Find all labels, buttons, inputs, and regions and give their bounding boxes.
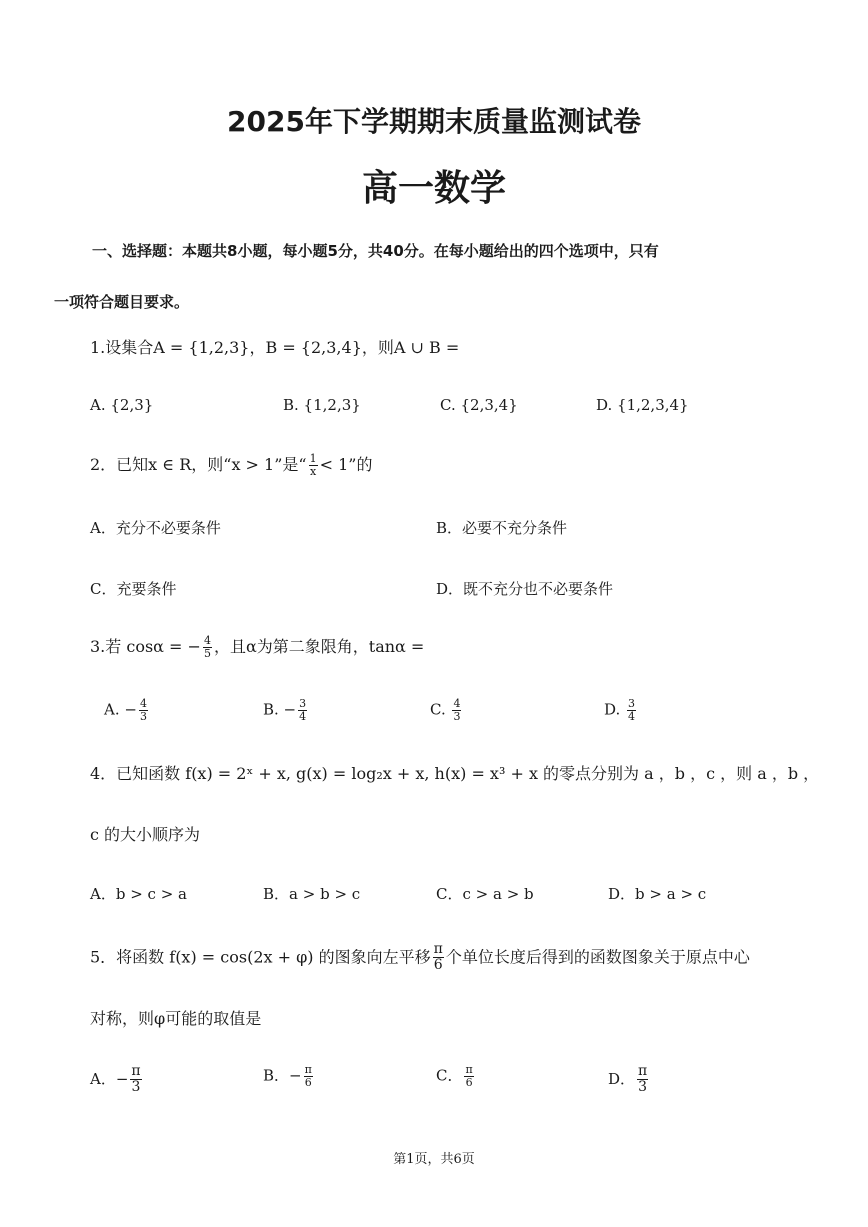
question-1-option-b: B. {1,2,3}: [283, 396, 361, 414]
exam-title: 2025年下学期期末质量监测试卷: [227, 105, 641, 138]
fraction-denominator: 6: [304, 1076, 312, 1090]
fraction-denominator: 3: [638, 1079, 648, 1096]
section-heading-line2: 一项符合题目要求。: [54, 293, 190, 311]
question-5-stem-part-b: 个单位长度后得到的函数图象关于原点中心: [445, 947, 750, 967]
subject-title: 高一数学: [361, 168, 506, 209]
question-3-stem-part-b: ，且α为第二象限角，tanα =: [213, 637, 425, 656]
option-fraction: [452, 698, 461, 723]
question-5-stem-line2: 对称，则φ可能的取值是: [90, 1009, 262, 1028]
question-1-option-c: C. {2,3,4}: [440, 396, 518, 414]
question-3-stem: [90, 634, 424, 660]
fraction-numerator: π: [638, 1063, 648, 1079]
option-fraction: [139, 698, 148, 723]
question-3-stem-part-a: 3.若 cosα = −: [90, 637, 201, 656]
section-heading-line1: 一、选择题：本题共8小题，每小题5分，共40分。在每小题给出的四个选项中，只有: [92, 242, 659, 260]
option-label: C.: [430, 700, 451, 719]
option-fraction: [130, 1064, 141, 1096]
question-3-option-b: [263, 698, 309, 723]
fraction-denominator: 3: [131, 1079, 141, 1096]
page-footer: 第1页，共6页: [393, 1152, 475, 1167]
question-1-option-d: D. {1,2,3,4}: [596, 396, 689, 414]
question-2-fraction: [309, 453, 318, 478]
option-fraction: [637, 1064, 648, 1096]
question-2-option-a: A．充分不必要条件: [90, 519, 221, 537]
option-label: B．−: [263, 1066, 302, 1085]
fraction-denominator: 4: [628, 710, 636, 724]
question-4-option-c: C．c > a > b: [436, 885, 534, 903]
option-label: A．−: [90, 1069, 129, 1088]
question-4-option-b: B．a > b > c: [263, 885, 361, 903]
fraction-denominator: 5: [203, 647, 211, 660]
fraction-denominator: 4: [299, 710, 307, 724]
question-2-stem-part-a: 2．已知x ∈ R，则“x > 1”是“: [90, 455, 307, 474]
question-5-option-b: [263, 1064, 315, 1089]
option-label: C．: [436, 1066, 463, 1085]
question-3-option-a: [104, 698, 150, 723]
question-2-stem-part-b: < 1”的: [319, 455, 373, 474]
fraction-numerator: π: [465, 1063, 473, 1076]
fraction-numerator: 3: [299, 697, 307, 710]
fraction-denominator: 6: [465, 1076, 473, 1090]
fraction-numerator: 1: [309, 451, 317, 465]
option-fraction: [298, 698, 307, 723]
option-label: B. −: [263, 700, 297, 719]
fraction-denominator: 6: [433, 957, 443, 974]
fraction-numerator: 4: [139, 697, 147, 710]
question-4-option-d: D．b > a > c: [608, 885, 707, 903]
option-label: D．: [608, 1069, 636, 1088]
question-4-stem-line2: c 的大小顺序为: [90, 825, 201, 844]
fraction-denominator: 3: [453, 710, 461, 724]
question-5-stem-line1: [90, 942, 750, 974]
question-3-option-d: [604, 698, 638, 723]
question-5-stem-part-a: 5．将函数 f(x) = cos(2x + φ) 的图象向左平移: [90, 947, 431, 967]
question-5-option-d: [608, 1064, 650, 1096]
question-4-stem-line1: 4．已知函数 f(x) = 2ˣ + x, g(x) = log₂x + x, h(x) = x³ + x 的零点分别为 a ，b ，c ，则 a ，b ，: [90, 764, 820, 783]
question-3-fraction: [203, 635, 212, 660]
question-3-option-c: [430, 698, 463, 723]
question-4-option-a: A．b > c > a: [90, 885, 187, 903]
fraction-numerator: 4: [203, 633, 211, 647]
question-2-option-b: B．必要不充分条件: [436, 519, 568, 537]
fraction-numerator: π: [433, 941, 443, 957]
question-5-option-c: [436, 1064, 476, 1089]
option-fraction: [464, 1064, 473, 1089]
question-5-fraction: [433, 942, 444, 974]
fraction-numerator: 4: [453, 697, 461, 710]
option-label: A. −: [104, 700, 137, 719]
option-label: D.: [604, 700, 626, 719]
fraction-denominator: x: [309, 465, 317, 478]
option-fraction: [304, 1064, 313, 1089]
question-2-stem: [90, 452, 372, 478]
question-1-stem: 1.设集合A = {1,2,3}，B = {2,3,4}，则A ∪ B =: [90, 338, 460, 357]
question-2-option-d: D．既不充分也不必要条件: [436, 580, 614, 598]
option-fraction: [627, 698, 636, 723]
question-5-option-a: [90, 1064, 144, 1096]
fraction-numerator: π: [131, 1063, 141, 1079]
fraction-denominator: 3: [139, 710, 147, 724]
fraction-numerator: 3: [628, 697, 636, 710]
fraction-numerator: π: [304, 1063, 312, 1076]
question-2-option-c: C．充要条件: [90, 580, 177, 598]
question-1-option-a: A. {2,3}: [90, 396, 154, 414]
